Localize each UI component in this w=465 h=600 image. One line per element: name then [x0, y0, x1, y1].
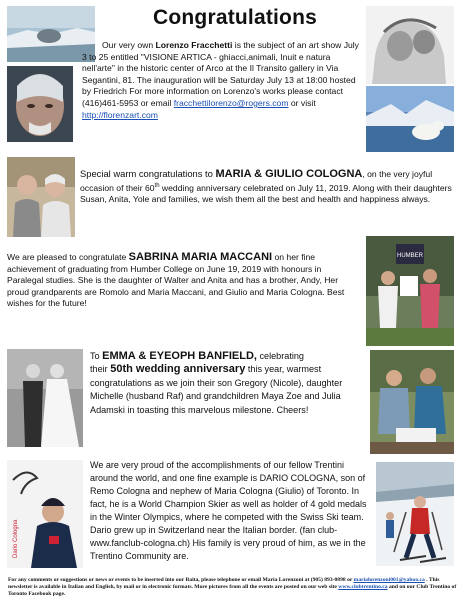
cologna-sup: th	[154, 182, 160, 189]
footer-text-2: . This newsletter is available in Italian and English, by mail or in electronic formats. More pictures from all the events are posted on our web site	[8, 577, 440, 590]
banfield-their: their	[90, 364, 111, 375]
maccani-intro: We are pleased to congratulate	[7, 252, 129, 262]
humber-sign-text: HUMBER	[396, 253, 424, 259]
maccani-name: SABRINA MARIA MACCANI	[128, 251, 273, 263]
footer-email-link[interactable]: marialorenzoni001@yahoo.ca	[353, 577, 425, 583]
cologna-anniversary-article	[80, 168, 458, 206]
banfield-names: EMMA & EYEOPH BANFIELD,	[102, 350, 257, 362]
cologna-names: MARIA & GIULIO COLOGNA	[215, 168, 363, 180]
cologna-text-1: , on the very joyful occasion of their 60	[80, 169, 433, 193]
dario-text: We are very proud of the accomplishments of our fellow Trentini around the world, and one fine example is DARIO COLOGNA, son of Remo Cologna and nephew of Maria Cologna (Giulio) of Toronto. In fact, he is a World Champion Skier as well as holder of 4 gold medals in the Winter Olympics, where he competed with the Swiss Ski team. Dario grew up in Switzerland near the Italian border. (fan club- www.fanclub-cologna.ch) His family is very proud of him, as we in the Trentino Community are.	[90, 460, 367, 561]
footer-text-1: For any comments or suggestions or news or events to be inserted into our Baita, please telephone or email Maria Lorenzoni at (905) 893-0898 or	[8, 577, 354, 583]
banfield-to: To	[90, 351, 103, 361]
banfield-text: this year, warmest congratulations as we join their son Gregory (Nicole), daughter Michelle (husband Raf) and grandchildren Maya Zoe and Julia Adamski in toasting this marvelous milestone. Cheers!	[90, 364, 343, 415]
lorenzo-name: Lorenzo Fracchetti	[155, 40, 233, 50]
poster-signature-text: Dario Cologna	[13, 519, 19, 558]
lorenzo-intro: Our very own	[102, 40, 156, 50]
banfield-anniversary-article	[90, 350, 364, 417]
newsletter-footer	[8, 577, 458, 598]
art-inuit-mother-child-drawing	[366, 6, 454, 84]
footer-website-link[interactable]: www.clubtrentino.ca	[338, 584, 388, 590]
lorenzo-article	[82, 40, 362, 121]
footer-text-3: and on our Club Trentino of Toronto Facebook page.	[8, 584, 457, 597]
cologna-text-2: wedding anniversary celebrated on July 11, 2019. Along with their daughters Susan, Anita, Yole and families, we wish them all the best and health and happiness always.	[80, 182, 452, 205]
dario-cologna-poster-photo	[7, 460, 83, 568]
maria-giulio-cologna-photo	[7, 157, 75, 237]
maccani-graduation-article	[7, 252, 359, 310]
lorenzo-details: is the subject of an art show July 3 to 25 entitled "VISIONE ARTICA - ghiacci,animali, Inuit e natura nell'arte" in the historic center of Arco at the Il Transito gallery in Via Segantini, 81. The inauguration will be Saturday July 13 at 18:00 hosted by Friedrich For more information on Lorenzo's works please contact (416)461-5953 or email	[82, 40, 359, 108]
dario-cologna-article	[90, 459, 368, 563]
cologna-intro: Special warm congratulations to	[80, 168, 216, 179]
dario-skiing-race-photo	[376, 462, 454, 566]
page-title: Congratulations	[153, 6, 317, 29]
lorenzo-email-link[interactable]: fracchettilorenzo@rogers.com	[173, 97, 289, 108]
banfield-celebrating: celebrating	[256, 351, 304, 361]
humber-graduation-photo	[366, 236, 454, 346]
art-polar-bear-painting	[366, 86, 454, 152]
banfield-anniversary: 50th wedding anniversary	[110, 363, 246, 376]
art-inuit-elder-portrait-photo	[7, 66, 73, 142]
banfield-cake-cutting-photo	[370, 350, 454, 454]
or-visit-text: or visit	[288, 97, 316, 108]
florenzart-website-link[interactable]: http://florenzart.com	[82, 109, 158, 120]
banfield-wedding-photo	[7, 349, 83, 447]
maccani-text: on her fine achievement of graduating from Humber College on June 19, 2019 with honours in Paralegal studies. She is the daughter of Walter and Anita and has a brother, Andy, Her proud grandparents are Romolo and Maria Maccani, and Giulio and Maria Cologna. Best wishes for the future!	[7, 252, 345, 309]
